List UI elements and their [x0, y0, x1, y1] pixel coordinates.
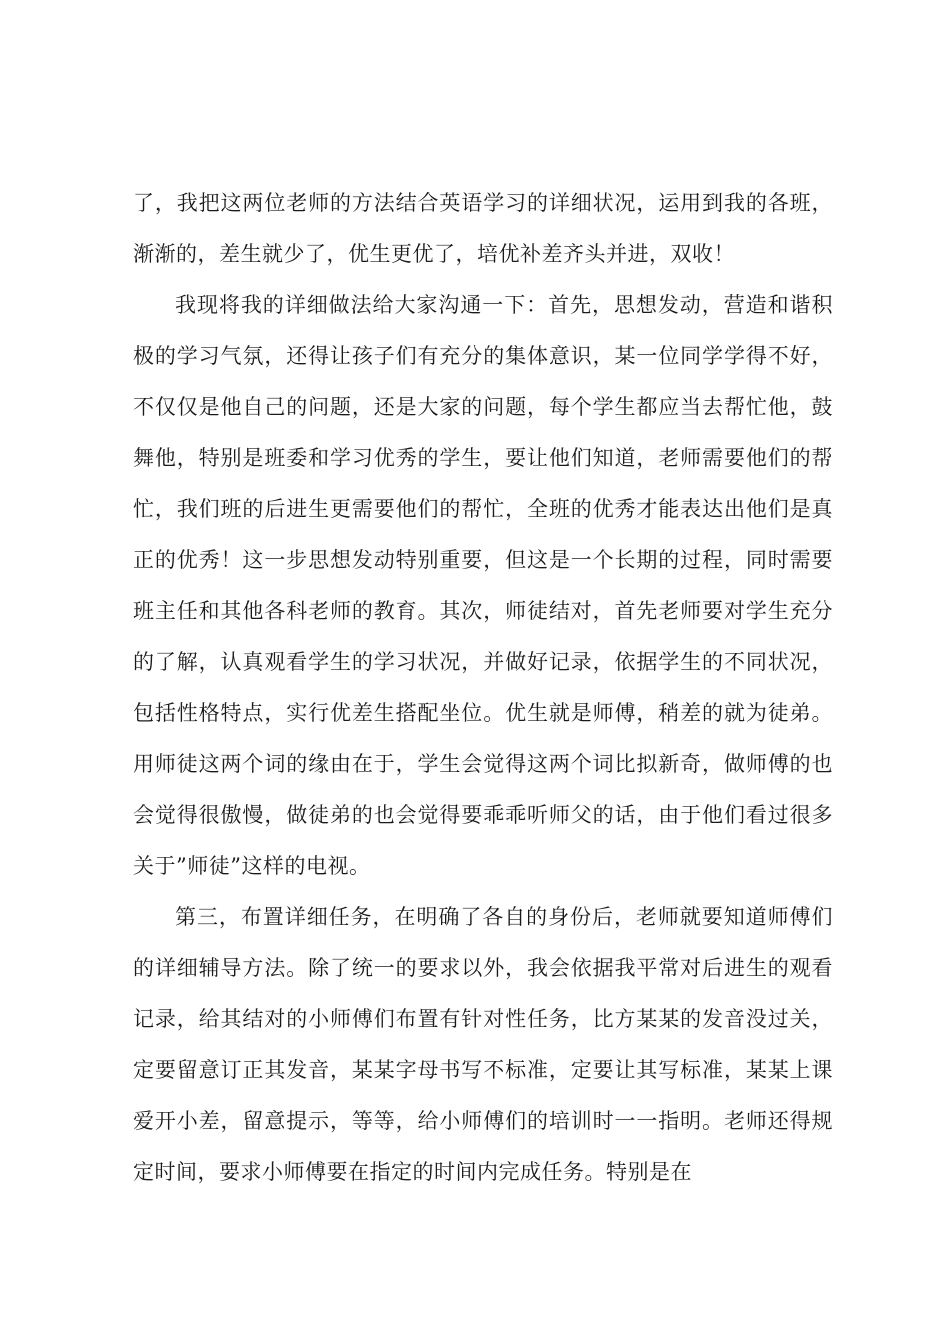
paragraph-continuation: 了，我把这两位老师的方法结合英语学习的详细状况，运用到我的各班，渐渐的，差生就少了，优生更优了，培优补差齐头并进，双收！ — [133, 191, 833, 266]
body-text — [133, 178, 833, 1198]
paragraph-third-step: 第三，布置详细任务，在明确了各自的身份后，老师就要知道师傅们的详细辅导方法。除了统一的要求以外，我会依据我平常对后进生的观看记录，给其结对的小师傅们布置有针对性任务，比方某某的发音没过关，定要留意订正其发音，某某字母书写不标准，定要让其写标准，某某上课爱开小差，留意提示，等等，给小师傅们的培训时一一指明。老师还得规定时间，要求小师傅要在指定的时间内完成任务。特别是在 — [133, 905, 833, 1184]
paragraph-method-overview: 我现将我的详细做法给大家沟通一下：首先，思想发动，营造和谐积极的学习气氛，还得让孩子们有充分的集体意识，某一位同学学得不好，不仅仅是他自己的问题，还是大家的问题，每个学生都应当去帮忙他，鼓舞他，特别是班委和学习优秀的学生，要让他们知道，老师需要他们的帮忙，我们班的后进生更需要他们的帮忙，全班的优秀才能表达出他们是真正的优秀！这一步思想发动特别重要，但这是一个长期的过程，同时需要班主任和其他各科老师的教育。其次，师徒结对，首先老师要对学生充分的了解，认真观看学生的学习状况，并做好记录，依据学生的不同状况，包括性格特点，实行优差生搭配坐位。优生就是师傅，稍差的就为徒弟。用师徒这两个词的缘由在于，学生会觉得这两个词比拟新奇，做师傅的也会觉得很傲慢，做徒弟的也会觉得要乖乖听师父的话，由于他们看过很多关于”师徒”这样的电视。 — [133, 293, 833, 878]
